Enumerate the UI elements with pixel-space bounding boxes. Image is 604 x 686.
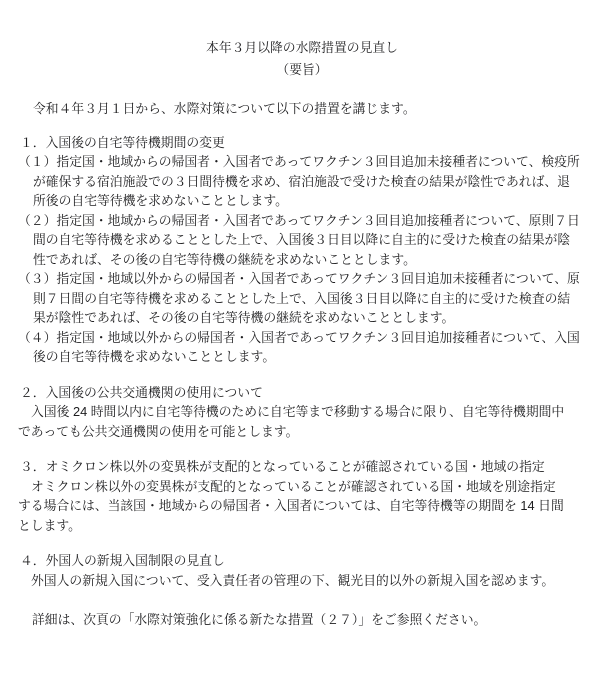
section-2 [18, 383, 586, 442]
section-1 [18, 133, 586, 367]
section-1-item-4-line-2: 後の自宅等待機を求めないこととします。 [33, 349, 276, 364]
section-1-heading: １．入国後の自宅等待機期間の変更 [20, 134, 225, 150]
section-4-heading: ４．外国人の新規入国制限の見直し [20, 553, 225, 568]
section-4-body-line-1: 外国人の新規入国について、受入責任者の管理の下、観光目的以外の新規入国を認めます。 [31, 572, 555, 588]
section-1-item-1-line-1: （１）指定国・地域からの帰国者・入国者であってワクチン３回目追加未接種者について、検疫所 [18, 154, 580, 169]
footer-note: 詳細は、次頁の「水際対策強化に係る新たな措置（２７）」をご参照ください。 [32, 612, 487, 627]
section-1-item-2-line-1: （２）指定国・地域からの帰国者・入国者であってワクチン３回目追加接種者について、原則７日 [18, 212, 580, 228]
section-3 [18, 457, 586, 535]
section-3-body-line-2: する場合には、当該国・地域からの帰国者・入国者については、自宅等待機等の期間を 14 日間 [18, 498, 564, 513]
document-subtitle: （要旨） [276, 62, 328, 77]
section-3-heading: ３．オミクロン株以外の変異株が支配的となっていることが確認されている国・地域の指定 [20, 459, 545, 474]
section-1-item-3-line-3: 果が陰性であれば、その後の自宅等待機の継続を求めないこととします。 [33, 310, 455, 325]
section-1-item-2-line-2: 間の自宅等待機を求めることとした上で、入国後３日目以降に自主的に受けた検査の結果が陰 [33, 232, 571, 247]
section-2-body-line-2: であっても公共交通機関の使用を可能とします。 [18, 423, 299, 439]
section-1-item-3-line-2: 則７日間の自宅等待機を求めることとした上で、入国後３日目以降に自主的に受けた検査の結 [33, 290, 571, 306]
section-2-body-line-1: 入国後 24 時間以内に自宅等待機のために自宅等まで移動する場合に限り、自宅等待機期間中 [31, 404, 565, 419]
section-1-item-1-line-3: 所後の自宅等待機を求めないこととします。 [33, 193, 288, 208]
section-3-body-line-1: オミクロン株以外の変異株が支配的となっていることが確認されている国・地域を別途指定 [31, 478, 556, 494]
section-3-body-line-3: とします。 [18, 517, 81, 533]
intro-text: 令和４年３月１日から、水際対策について以下の措置を講じます。 [33, 101, 416, 116]
section-1-item-3-line-1: （３）指定国・地域以外からの帰国者・入国者であってワクチン３回目追加未接種者について、原 [18, 271, 580, 286]
section-2-heading: ２．入国後の公共交通機関の使用について [20, 384, 263, 400]
section-4 [18, 551, 586, 590]
title-block [18, 37, 586, 81]
section-1-item-4-line-1: （４）指定国・地域以外からの帰国者・入国者であってワクチン３回目追加接種者について、入国 [18, 329, 580, 345]
section-1-item-1-line-2: が確保する宿泊施設での３日間待機を求め、宿泊施設で受けた検査の結果が陰性であれば、退 [33, 173, 570, 189]
section-1-item-2-line-3: 性であれば、その後の自宅等待機の継続を求めないこととします。 [33, 251, 416, 267]
document-title: 本年３月以降の水際措置の見直し [206, 40, 398, 55]
